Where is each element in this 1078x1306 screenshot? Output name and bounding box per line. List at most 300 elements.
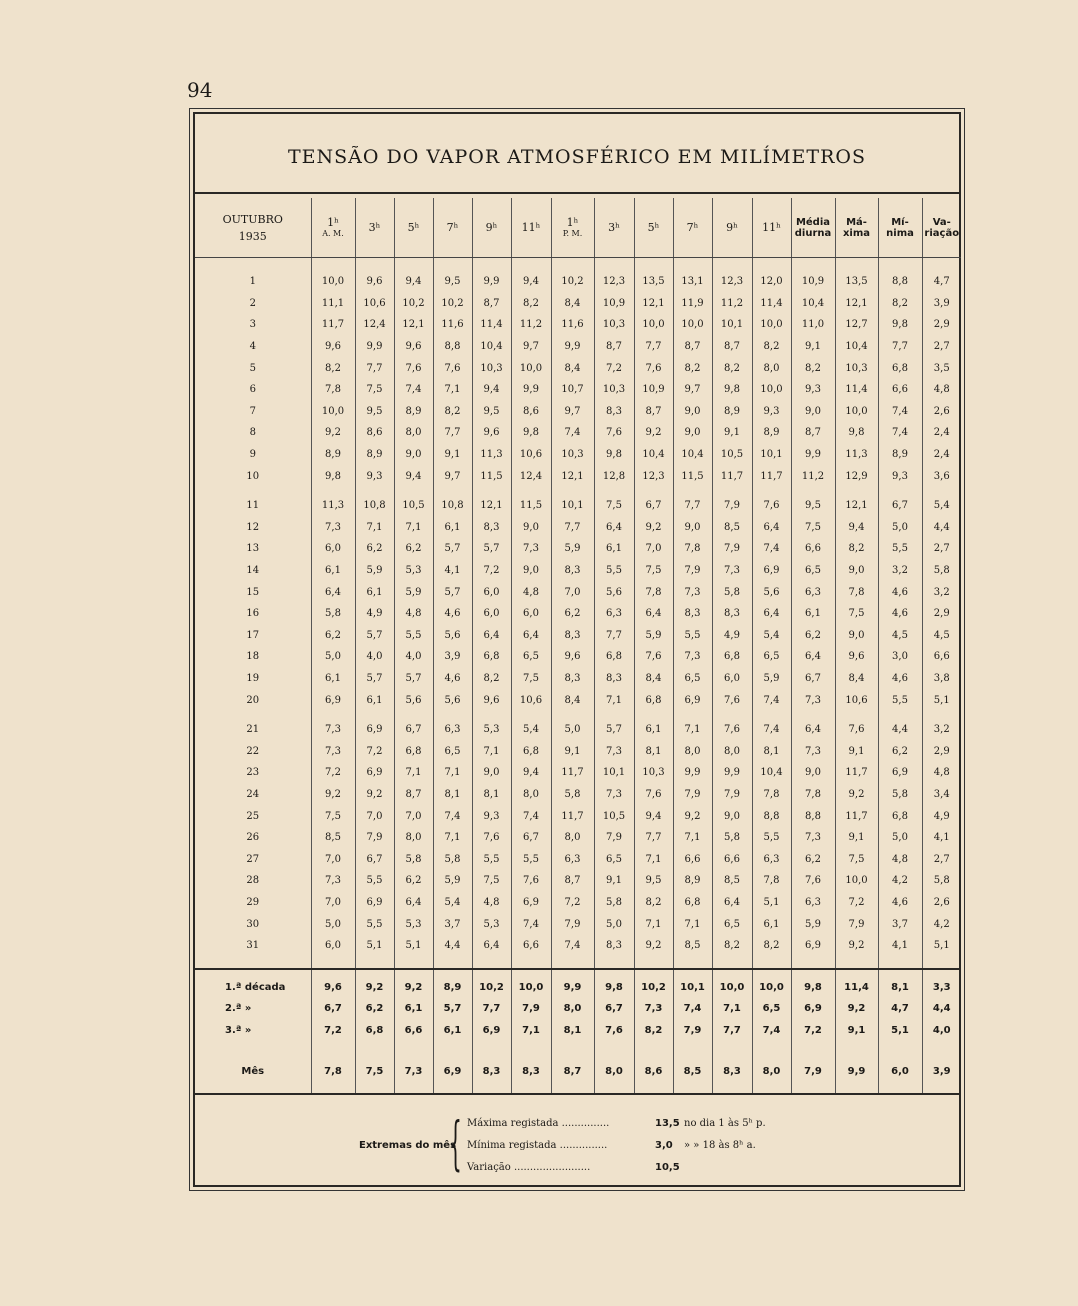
table-cell: 7,4 (673, 998, 712, 1020)
table-cell: 7,4 (511, 913, 551, 935)
table-cell: 9,0 (673, 422, 712, 444)
table-cell: 9,1 (551, 740, 594, 762)
table-cell: 9,7 (433, 465, 472, 487)
table-cell: 7,1 (712, 998, 752, 1020)
table-cell: 2,9 (922, 740, 961, 762)
table-frame (189, 108, 965, 1191)
table-cell: 6,7 (394, 711, 433, 741)
table-cell: 7,9 (835, 913, 878, 935)
table-row (195, 646, 961, 668)
extremes-title: Extremas do mês (359, 1140, 457, 1151)
table-cell: 6,5 (511, 646, 551, 668)
table-cell: 10,4 (673, 444, 712, 466)
table-cell: 10,2 (433, 293, 472, 315)
table-cell: 3,4 (922, 784, 961, 806)
row-label: 22 (246, 745, 260, 757)
table-cell: 13,1 (673, 258, 712, 293)
table-cell: 6,1 (311, 560, 355, 582)
table-row (195, 465, 961, 487)
table-cell: 9,8 (712, 379, 752, 401)
table-cell: 7,8 (835, 581, 878, 603)
table-cell: 9,4 (472, 379, 511, 401)
table-cell: 8,0 (673, 740, 712, 762)
row-label: 8 (249, 427, 256, 439)
extreme-min-value: 3,0 (655, 1140, 673, 1151)
table-cell: 9,4 (394, 258, 433, 293)
table-frame-inner (193, 112, 961, 1187)
table-cell: 9,6 (472, 422, 511, 444)
table-cell: 7,4 (752, 1020, 791, 1050)
table-cell: 7,6 (791, 870, 835, 892)
table-cell: 8,2 (433, 401, 472, 423)
table-cell: 8,9 (394, 401, 433, 423)
table-cell: 11,7 (752, 465, 791, 487)
table-cell: 11,6 (551, 314, 594, 336)
table-cell: 5,5 (878, 538, 922, 560)
table-cell: 8,5 (673, 935, 712, 970)
table-cell: 6,2 (791, 625, 835, 647)
table-cell: 7,5 (835, 603, 878, 625)
table-cell: 7,9 (673, 784, 712, 806)
row-label: 10 (246, 470, 260, 482)
table-cell: 6,3 (791, 581, 835, 603)
table-cell: 7,4 (433, 805, 472, 827)
table-cell: 4,2 (878, 870, 922, 892)
table-cell: 2,7 (922, 538, 961, 560)
table-cell: 4,2 (922, 913, 961, 935)
table-row (195, 293, 961, 315)
table-cell: 10,0 (634, 314, 673, 336)
table-cell: 5,8 (712, 581, 752, 603)
table-cell: 5,3 (394, 913, 433, 935)
table-cell: 9,0 (673, 401, 712, 423)
table-cell: 8,7 (551, 1049, 594, 1094)
table-cell: 9,1 (835, 740, 878, 762)
table-row (195, 422, 961, 444)
table-cell: 7,7 (472, 998, 511, 1020)
table-cell: 4,9 (712, 625, 752, 647)
table-cell: 6,2 (311, 625, 355, 647)
table-cell: 5,9 (551, 538, 594, 560)
table-cell: 6,4 (472, 935, 511, 970)
row-label: 30 (246, 918, 260, 930)
table-cell: 7,0 (551, 581, 594, 603)
table-cell: 12,4 (511, 465, 551, 487)
table-cell: 8,2 (752, 336, 791, 358)
extreme-min-detail: » » 18 às 8ʰ a. (684, 1140, 756, 1151)
vapor-pressure-table (195, 198, 961, 1095)
header-col (355, 198, 394, 258)
table-cell: 6,7 (355, 848, 394, 870)
header-month: OUTUBRO (222, 212, 283, 226)
table-cell: 12,4 (355, 314, 394, 336)
table-cell: 5,8 (594, 892, 634, 914)
table-cell: 8,2 (752, 935, 791, 970)
table-cell: 8,3 (472, 517, 511, 539)
table-cell: 7,4 (394, 379, 433, 401)
row-label: 24 (246, 788, 260, 800)
table-cell: 10,7 (551, 379, 594, 401)
table-cell: 9,6 (394, 336, 433, 358)
row-label: 15 (246, 586, 260, 598)
table-cell: 4,6 (433, 603, 472, 625)
extreme-max-label: Máxima registada ............... (467, 1118, 610, 1129)
table-cell: 10,3 (634, 762, 673, 784)
table-row (195, 740, 961, 762)
table-cell: 6,6 (878, 379, 922, 401)
table-cell: 6,1 (594, 538, 634, 560)
table-cell: 6,3 (791, 892, 835, 914)
table-cell: 9,5 (355, 401, 394, 423)
table-cell: 11,4 (472, 314, 511, 336)
table-cell: 9,6 (472, 689, 511, 711)
header-col-bottom: diurna (794, 227, 832, 239)
header-col-top: 9ʰ (726, 221, 738, 234)
table-cell: 6,8 (511, 740, 551, 762)
table-cell: 6,1 (752, 913, 791, 935)
table-cell: 6,8 (594, 646, 634, 668)
table-cell: 10,8 (433, 487, 472, 517)
table-cell: 7,4 (752, 689, 791, 711)
table-cell: 9,5 (634, 870, 673, 892)
table-cell: 9,4 (835, 517, 878, 539)
table-cell: 8,2 (511, 293, 551, 315)
table-cell: 6,6 (791, 538, 835, 560)
table-cell: 5,0 (311, 913, 355, 935)
table-cell: 7,2 (594, 357, 634, 379)
table-cell: 6,6 (922, 646, 961, 668)
table-cell: 12,1 (835, 487, 878, 517)
table-cell: 6,9 (311, 689, 355, 711)
table-cell: 12,9 (835, 465, 878, 487)
table-cell: 7,8 (752, 870, 791, 892)
table-cell: 6,0 (878, 1049, 922, 1094)
table-cell: 6,0 (511, 603, 551, 625)
table-cell: 9,6 (355, 258, 394, 293)
table-cell: 7,3 (673, 581, 712, 603)
header-col-top: 3ʰ (368, 221, 381, 234)
extreme-max (467, 1118, 766, 1129)
table-cell: 6,4 (594, 517, 634, 539)
table-cell: 9,8 (835, 422, 878, 444)
table-cell: 10,4 (791, 293, 835, 315)
table-row (195, 625, 961, 647)
table-cell: 6,6 (712, 848, 752, 870)
table-cell: 6,7 (511, 827, 551, 849)
table-cell: 3,8 (922, 668, 961, 690)
table-cell: 12,1 (394, 314, 433, 336)
table-cell: 9,2 (311, 422, 355, 444)
row-label: 31 (246, 940, 260, 952)
table-cell: 11,3 (311, 487, 355, 517)
table-cell: 5,3 (394, 560, 433, 582)
table-cell: 6,2 (551, 603, 594, 625)
table-cell: 9,0 (673, 517, 712, 539)
table-cell: 5,8 (922, 560, 961, 582)
table-cell: 7,6 (634, 646, 673, 668)
table-row (195, 401, 961, 423)
table-cell: 8,0 (394, 827, 433, 849)
table-cell: 6,7 (594, 998, 634, 1020)
table-cell: 4,6 (878, 603, 922, 625)
table-cell: 7,7 (712, 1020, 752, 1050)
table-cell: 8,2 (634, 892, 673, 914)
row-label: Mês (195, 1049, 311, 1094)
table-cell: 8,7 (634, 401, 673, 423)
row-label: 4 (249, 341, 256, 353)
table-cell: 8,8 (752, 805, 791, 827)
table-cell: 2,6 (922, 892, 961, 914)
table-cell: 7,1 (634, 913, 673, 935)
table-cell: 6,9 (673, 689, 712, 711)
table-cell: 9,2 (311, 784, 355, 806)
table-cell: 9,9 (673, 762, 712, 784)
table-cell: 9,9 (511, 379, 551, 401)
table-cell: 9,2 (835, 935, 878, 970)
table-cell: 10,5 (594, 805, 634, 827)
table-cell: 8,7 (791, 422, 835, 444)
table-cell: 9,3 (878, 465, 922, 487)
table-cell: 4,8 (472, 892, 511, 914)
table-cell: 6,4 (791, 711, 835, 741)
header-col-top: Mí- (891, 216, 909, 228)
table-cell: 9,8 (311, 465, 355, 487)
table-cell: 7,4 (752, 711, 791, 741)
table-cell: 4,0 (355, 646, 394, 668)
table-cell: 7,6 (594, 1020, 634, 1050)
table-cell: 6,9 (878, 762, 922, 784)
table-cell: 4,1 (433, 560, 472, 582)
table-cell: 10,2 (394, 293, 433, 315)
table-cell: 8,4 (551, 293, 594, 315)
table-cell: 7,8 (673, 538, 712, 560)
table-cell: 6,0 (472, 603, 511, 625)
table-row (195, 336, 961, 358)
table-cell: 4,8 (394, 603, 433, 625)
table-cell: 9,6 (551, 646, 594, 668)
extreme-variation-value: 10,5 (655, 1162, 680, 1173)
table-cell: 7,0 (634, 538, 673, 560)
table-cell: 7,1 (394, 517, 433, 539)
header-col (511, 198, 551, 258)
table-cell: 6,8 (712, 646, 752, 668)
table-cell: 3,2 (878, 560, 922, 582)
table-cell: 6,4 (634, 603, 673, 625)
table-cell: 7,6 (634, 357, 673, 379)
table-cell: 7,6 (594, 422, 634, 444)
table-cell: 5,0 (551, 711, 594, 741)
table-cell: 6,1 (311, 668, 355, 690)
table-row (195, 848, 961, 870)
table-cell: 10,9 (594, 293, 634, 315)
row-label: 23 (246, 767, 260, 779)
table-cell: 5,9 (791, 913, 835, 935)
table-cell: 4,6 (878, 581, 922, 603)
table-cell: 12,0 (752, 258, 791, 293)
table-cell: 5,7 (394, 668, 433, 690)
table-cell: 7,3 (673, 646, 712, 668)
table-cell: 8,4 (634, 668, 673, 690)
table-cell: 4,0 (922, 1020, 961, 1050)
table-cell: 8,2 (791, 357, 835, 379)
table-cell: 7,3 (791, 827, 835, 849)
table-cell: 5,7 (433, 581, 472, 603)
table-cell: 8,0 (712, 740, 752, 762)
table-cell: 10,3 (472, 357, 511, 379)
table-cell: 9,0 (712, 805, 752, 827)
table-cell: 6,1 (634, 711, 673, 741)
row-label: 20 (246, 694, 260, 706)
table-cell: 10,1 (551, 487, 594, 517)
table-cell: 8,3 (551, 625, 594, 647)
header-row (195, 198, 961, 258)
table-cell: 8,9 (752, 422, 791, 444)
table-cell: 6,6 (394, 1020, 433, 1050)
table-cell: 7,5 (511, 668, 551, 690)
table-cell: 4,1 (922, 827, 961, 849)
table-cell: 5,0 (878, 827, 922, 849)
table-cell: 8,3 (551, 668, 594, 690)
row-label: 16 (246, 608, 260, 620)
table-cell: 5,5 (878, 689, 922, 711)
header-col-bottom: nima (886, 227, 914, 239)
monthly-extremes (195, 1110, 961, 1186)
table-cell: 9,1 (712, 422, 752, 444)
extreme-max-value: 13,5 (655, 1118, 680, 1129)
table-cell: 8,2 (634, 1020, 673, 1050)
table-cell: 7,6 (394, 357, 433, 379)
table-cell: 5,9 (355, 560, 394, 582)
table-cell: 6,4 (311, 581, 355, 603)
table-cell: 9,9 (472, 258, 511, 293)
table-cell: 3,3 (922, 969, 961, 998)
table-cell: 2,4 (922, 444, 961, 466)
header-col-top: 1ʰ (566, 215, 579, 229)
table-cell: 5,3 (472, 913, 511, 935)
table-cell: 6,8 (878, 357, 922, 379)
table-cell: 10,1 (752, 444, 791, 466)
table-cell: 10,6 (355, 293, 394, 315)
table-cell: 4,4 (433, 935, 472, 970)
table-row (195, 913, 961, 935)
table-cell: 13,5 (835, 258, 878, 293)
table-cell: 11,4 (752, 293, 791, 315)
row-label: 1 (249, 276, 256, 288)
table-cell: 9,2 (634, 422, 673, 444)
table-cell: 3,9 (922, 1049, 961, 1094)
table-cell: 5,1 (355, 935, 394, 970)
table-row (195, 762, 961, 784)
table-cell: 5,4 (922, 487, 961, 517)
table-cell: 4,7 (922, 258, 961, 293)
table-cell: 6,9 (511, 892, 551, 914)
table-cell: 4,6 (433, 668, 472, 690)
table-cell: 5,8 (311, 603, 355, 625)
table-cell: 6,2 (355, 998, 394, 1020)
table-cell: 10,2 (551, 258, 594, 293)
table-cell: 4,5 (878, 625, 922, 647)
table-cell: 7,5 (594, 487, 634, 517)
table-cell: 7,1 (433, 827, 472, 849)
table-cell: 6,9 (355, 762, 394, 784)
table-cell: 8,1 (634, 740, 673, 762)
table-cell: 8,8 (433, 336, 472, 358)
table-cell: 9,4 (511, 762, 551, 784)
table-cell: 5,8 (551, 784, 594, 806)
table-cell: 10,3 (835, 357, 878, 379)
table-cell: 8,4 (835, 668, 878, 690)
header-year: 1935 (238, 229, 267, 243)
table-cell: 6,8 (878, 805, 922, 827)
header-col (673, 198, 712, 258)
table-cell: 6,6 (673, 848, 712, 870)
table-cell: 5,5 (752, 827, 791, 849)
table-cell: 5,8 (433, 848, 472, 870)
brace-glyph: { (449, 1109, 462, 1177)
table-cell: 7,7 (594, 625, 634, 647)
table-cell: 10,1 (673, 969, 712, 998)
table-cell: 8,7 (551, 870, 594, 892)
table-cell: 4,9 (355, 603, 394, 625)
table-cell: 7,9 (673, 1020, 712, 1050)
header-col (878, 198, 922, 258)
table-cell: 5,4 (752, 625, 791, 647)
table-cell: 11,6 (433, 314, 472, 336)
table-cell: 7,6 (835, 711, 878, 741)
table-cell: 6,3 (752, 848, 791, 870)
table-cell: 8,6 (355, 422, 394, 444)
table-cell: 8,9 (878, 444, 922, 466)
table-cell: 6,4 (511, 625, 551, 647)
table-cell: 8,6 (634, 1049, 673, 1094)
table-cell: 4,8 (878, 848, 922, 870)
table-cell: 10,4 (634, 444, 673, 466)
table-cell: 9,0 (791, 762, 835, 784)
table-cell: 7,3 (311, 711, 355, 741)
table-cell: 10,3 (594, 379, 634, 401)
table-cell: 7,6 (712, 689, 752, 711)
table-cell: 7,0 (355, 805, 394, 827)
table-cell: 5,1 (922, 935, 961, 970)
table-cell: 6,7 (791, 668, 835, 690)
table-cell: 5,3 (472, 711, 511, 741)
table-cell: 8,7 (594, 336, 634, 358)
table-row (195, 711, 961, 741)
table-cell: 6,2 (394, 870, 433, 892)
table-cell: 6,3 (551, 848, 594, 870)
table-cell: 9,0 (511, 560, 551, 582)
table-cell: 7,8 (752, 784, 791, 806)
table-cell: 9,7 (551, 401, 594, 423)
table-cell: 11,4 (835, 969, 878, 998)
table-cell: 4,4 (922, 517, 961, 539)
table-cell: 3,6 (922, 465, 961, 487)
header-col (594, 198, 634, 258)
table-cell: 9,9 (551, 969, 594, 998)
table-cell: 4,4 (922, 998, 961, 1020)
header-col (634, 198, 673, 258)
table-cell: 8,0 (752, 357, 791, 379)
table-cell: 5,1 (752, 892, 791, 914)
table-cell: 9,1 (835, 1020, 878, 1050)
table-cell: 9,0 (835, 560, 878, 582)
page-number: 94 (187, 78, 213, 102)
table-cell: 7,4 (878, 401, 922, 423)
table-cell: 3,7 (878, 913, 922, 935)
table-cell: 9,6 (311, 969, 355, 998)
table-cell: 5,9 (433, 870, 472, 892)
table-cell: 4,6 (878, 668, 922, 690)
